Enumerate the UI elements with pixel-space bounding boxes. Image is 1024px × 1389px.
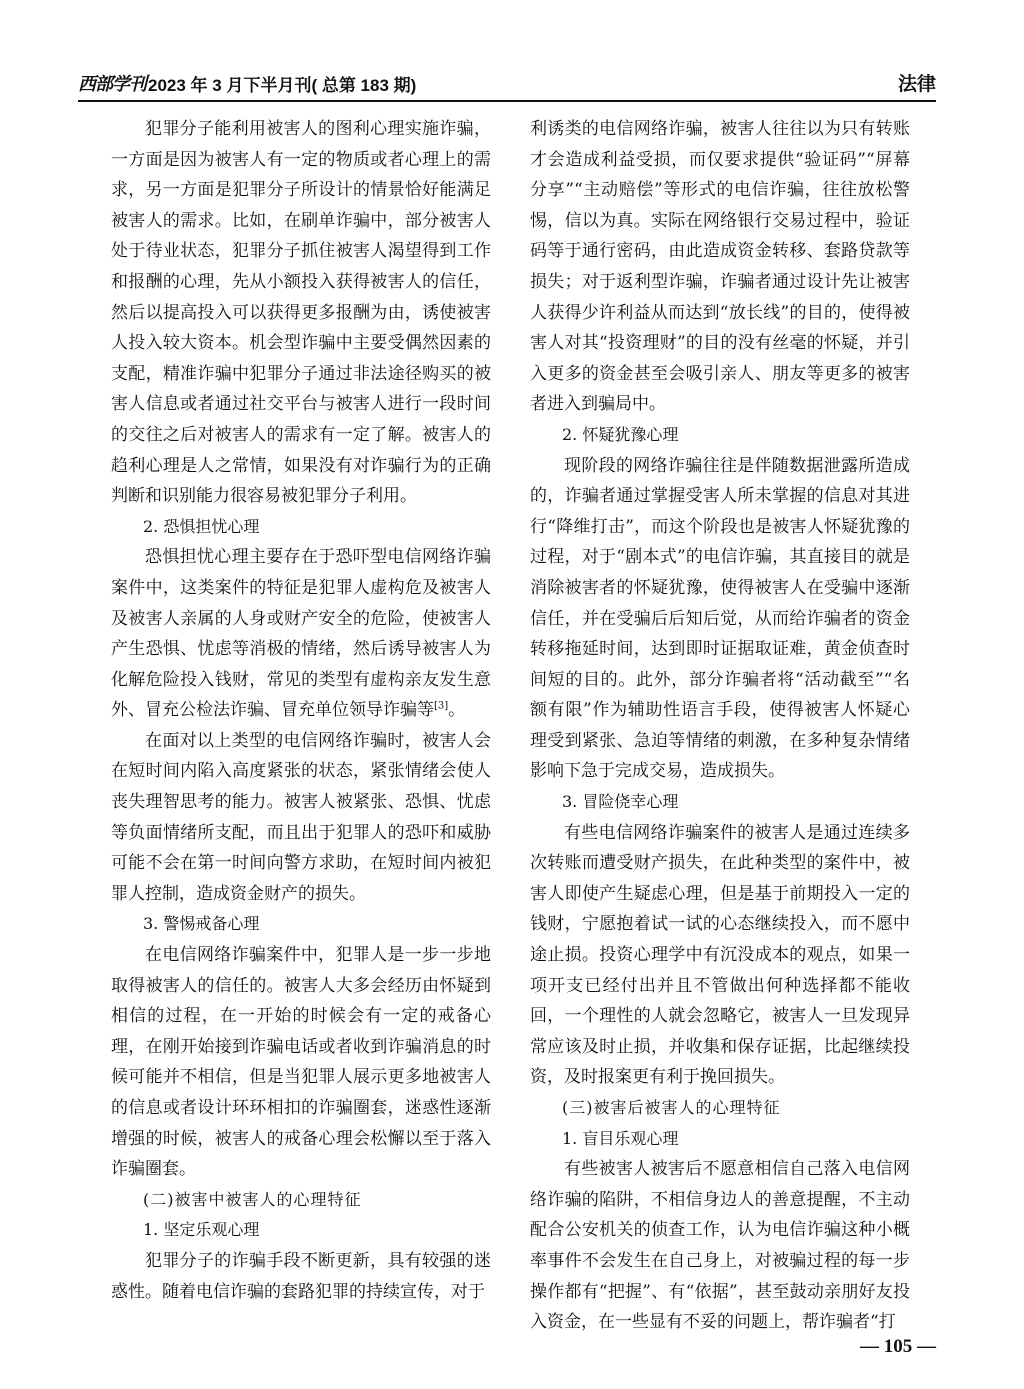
subheading: 3. 冒险侥幸心理: [562, 792, 679, 812]
page-header: [78, 66, 936, 102]
paragraph: 在电信网络诈骗案件中，犯罪人是一步一步地取得被害人的信任的。被害人大多会经历由怀疑到相信的过程，在一开始的时候会有一定的戒备心理，在刚开始接到诈骗电话或者收到诈骗消息的时候可能并不相信，但是当犯罪人展示更多地被害人的信息或者设计环环相扣的诈骗圈套，迷惑性逐渐增强的时候，被害人的戒备心理会松懈以至于落入诈骗圈套。: [111, 945, 491, 1180]
subheading: 1. 盲目乐观心理: [562, 1128, 679, 1148]
paragraph: 在面对以上类型的电信网络诈骗时，被害人会在短时间内陷入高度紧张的状态，紧张情绪会使人丧失理智思考的能力。被害人被紧张、恐惧、忧虑等负面情绪所支配，而且出于犯罪人的恐吓和威胁可能不会在第一时间向警方求助，在短时间内被犯罪人控制，造成资金财产的损失。: [111, 730, 491, 904]
subheading: 2. 怀疑犹豫心理: [562, 424, 679, 444]
section-heading: (三)被害后被害人的心理特征: [562, 1098, 781, 1117]
subheading: 1. 坚定乐观心理: [143, 1220, 260, 1240]
left-column: [111, 114, 491, 1307]
subheading: 3. 警惕戒备心理: [143, 914, 260, 934]
section-name: 法律: [897, 74, 936, 95]
citation-ref: [3]: [434, 700, 449, 712]
subheading: 2. 恐惧担忧心理: [143, 516, 260, 536]
section-heading: (二)被害中被害人的心理特征: [143, 1189, 362, 1209]
right-column: [530, 114, 910, 1338]
paragraph: 有些被害人被害后不愿意相信自己落入电信网络诈骗的陷阱，不相信身边人的善意提醒，不主动配合公安机关的侦查工作，认为电信诈骗这种小概率事件不会发生在自己身上，对被骗过程的每一步操作都有“把握”、有“依据”，甚至鼓动亲朋好友投入资金，在一些显有不妥的问题上，帮诈骗者“打: [530, 1159, 910, 1333]
header-left: [78, 70, 416, 96]
paragraph-text: 恐惧担忧心理主要存在于恐吓型电信网络诈骗案件中，这类案件的特征是犯罪人虚构危及被害人及被害人亲属的人身或财产安全的危险，使被害人产生恐惧、忧虑等消极的情绪，然后诱导被害人为化解危险投入钱财，常见的类型有虚构亲友发生意外、冒充公检法诈骗、冒充单位领导诈骗等: [111, 547, 491, 721]
paragraph: 现阶段的网络诈骗往往是伴随数据泄露所造成的，诈骗者通过掌握受害人所未掌握的信息对其进行“降维打击”，而这个阶段也是被害人怀疑犹豫的过程，对于“剧本式”的电信诈骗，其直接目的就是消除被害者的怀疑犹豫，使得被害人在受骗中逐渐信任，并在受骗后后知后觉，从而给诈骗者的资金转移拖延时间，达到即时证据取证难，黄金侦查时间短的目的。此外，部分诈骗者将“活动截至”“名额有限”作为辅助性语言手段，使得被害人怀疑心理受到紧张、急迫等情绪的刺激，在多种复杂情绪影响下急于完成交易，造成损失。: [530, 455, 910, 782]
paragraph: 利诱类的电信网络诈骗，被害人往往以为只有转账才会造成利益受损，而仅要求提供“验证码”“屏幕分享”“主动赔偿”等形式的电信诈骗，往往放松警惕，信以为真。实际在网络银行交易过程中，验证码等于通行密码，由此造成资金转移、套路贷款等损失；对于返利型诈骗，诈骗者通过设计先让被害人获得少许利益从而达到“放长线”的目的，使得被害人对其“投资理财”的目的没有丝毫的怀疑，并引入更多的资金甚至会吸引亲人、朋友等更多的被害者进入到骗局中。: [530, 119, 910, 415]
journal-logo: 西部学刊: [78, 74, 146, 95]
paragraph-end: 。: [448, 700, 466, 721]
paragraph: [111, 542, 491, 726]
issue-info: 2023 年 3 月下半月刊( 总第 183 期): [148, 76, 417, 95]
paragraph: 犯罪分子的诈骗手段不断更新，具有较强的迷惑性。随着电信诈骗的套路犯罪的持续宣传，对于: [111, 1250, 491, 1302]
paragraph: 犯罪分子能利用被害人的图利心理实施诈骗，一方面是因为被害人有一定的物质或者心理上的需求，另一方面是犯罪分子所设计的情景恰好能满足被害人的需求。比如，在刷单诈骗中，部分被害人处于待业状态，犯罪分子抓住被害人渴望得到工作和报酬的心理，先从小额投入获得被害人的信任，然后以提高投入可以获得更多报酬为由，诱使被害人投入较大资本。机会型诈骗中主要受偶然因素的支配，精准诈骗中犯罪分子通过非法途径购买的被害人信息或者通过社交平台与被害人进行一段时间的交往之后对被害人的需求有一定了解。被害人的趋利心理是人之常情，如果没有对诈骗行为的正确判断和识别能力很容易被犯罪分子利用。: [111, 119, 491, 507]
paragraph: 有些电信网络诈骗案件的被害人是通过连续多次转账而遭受财产损失，在此种类型的案件中，被害人即使产生疑虑心理，但是基于前期投入一定的钱财，宁愿抱着试一试的心态继续投入，而不愿中途止损。投资心理学中有沉没成本的观点，如果一项开支已经付出并且不管做出何种选择都不能收回，一个理性的人就会忽略它，被害人一旦发现异常应该及时止损，并收集和保存证据，比起继续投资，及时报案更有利于挽回损失。: [530, 822, 910, 1088]
page-number: — 105 —: [860, 1336, 936, 1357]
